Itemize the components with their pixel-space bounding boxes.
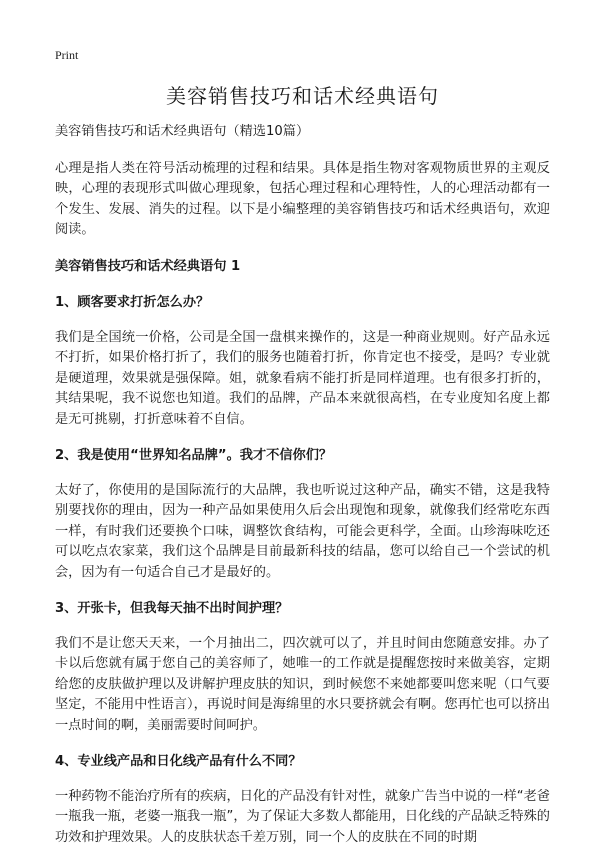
answer-paragraph: 太好了，你使用的是国际流行的大品牌，我也听说过这种产品，确实不错，这是我特别要找你的理由，因为一种产品如果使用久后会出现饱和现象，就像我们经常吃东西一样，有时我们还要换个口味，调整饮食结构，可能会更科学，全面。山珍海味吃还可以吃点农家菜，我们这个品牌是目前最新科技的结晶，您可以给自己一个尝试的机会，因为有一句适合自己才是最好的。 — [55, 482, 550, 580]
answer-paragraph: 我们不是让您天天来，一个月抽出二，四次就可以了，并且时间由您随意安排。办了卡以后您就有属于您自己的美容师了，她唯一的工作就是提醒您按时来做美容，定期给您的皮肤做护理以及讲解护理皮肤的知识，到时候您不来她都要叫您来呢（口气要坚定，不能用中性语言），再说时间是海绵里的水只要挤就会有啊。您再忙也可以挤出一点时间的啊，美丽需要时间呵护。 — [55, 635, 550, 733]
document-title: 美容销售技巧和话术经典语句 — [166, 84, 439, 108]
document-subtitle: 美容销售技巧和话术经典语句（精选10篇） — [55, 124, 310, 139]
print-label: Print — [55, 48, 79, 62]
question-heading: 3、开张卡，但我每天抽不出时间护理？ — [55, 601, 289, 616]
question-heading: 2、我是使用“世界知名品牌”。我才不信你们？ — [55, 448, 333, 463]
document-body — [55, 122, 550, 864]
answer-paragraph: 我们是全国统一价格，公司是全国一盘棋来操作的，这是一种商业规则。好产品永远不打折，如果价格打折了，我们的服务也随着打折，你肯定也不接受，是吗？专业就是硬道理，效果就是强保障。姐，就象看病不能打折是同样道理。也有很多打折的，其结果呢，我不说您也知道。我们的品牌，产品本来就很高档，在专业度知名度上都是无可挑剔，打折意味着不自信。 — [55, 329, 550, 427]
question-heading: 1、顾客要求打折怎么办？ — [55, 295, 210, 310]
section-heading: 美容销售技巧和话术经典语句 1 — [55, 258, 241, 274]
question-heading: 4、专业线产品和日化线产品有什么不同？ — [55, 754, 302, 769]
intro-paragraph: 心理是指人类在符号活动梳理的过程和结果。具体是指生物对客观物质世界的主观反映，心理的表现形式叫做心理现象，包括心理过程和心理特性，人的心理活动都有一个发生、发展、消失的过程。以下是小编整理的美容销售技巧和话术经典语句，欢迎阅读。 — [55, 160, 550, 237]
answer-paragraph: 一种药物不能治疗所有的疾病，日化的产品没有针对性，就象广告当中说的一样“老爸一瓶我一瓶，老婆一瓶我一瓶”，为了保证大多数人都能用，日化线的产品缺乏特殊的功效和护理效果。人的皮肤状态千差万别，同一个人的皮肤在不同的时期 — [55, 788, 550, 845]
